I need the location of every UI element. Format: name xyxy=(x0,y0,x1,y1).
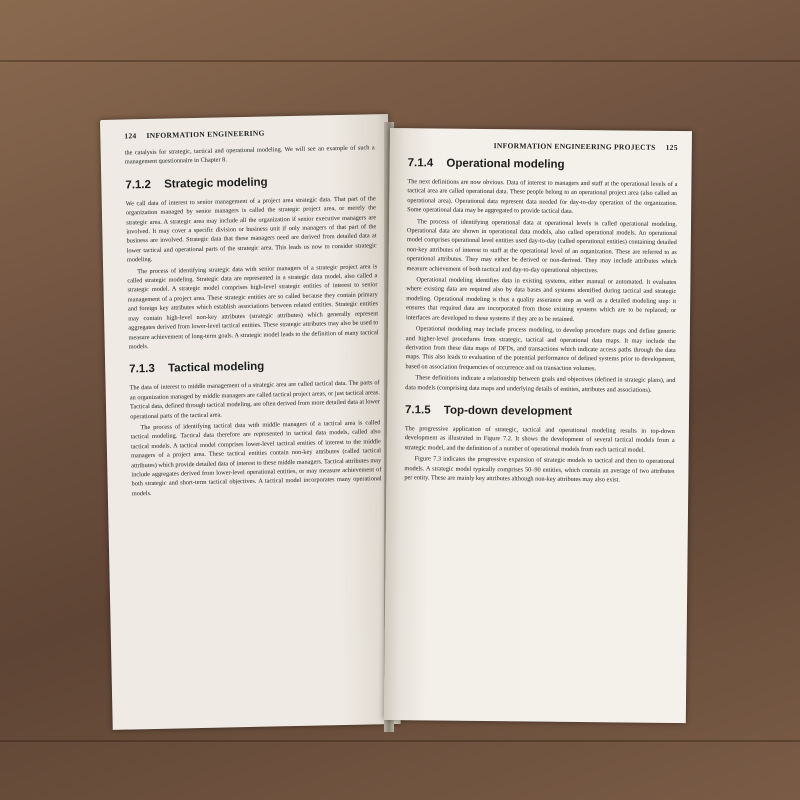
section-title: Strategic modeling xyxy=(164,176,268,191)
paragraph: We call data of interest to senior management of a project area strategic data. That part of the organization managed by senior managers is called the strategic project area, or merely the strategic area. A strategic area may include all the organization if senior executive managers are involved. It may cover a specific division or business unit if only managers of that part of the business are involved. Strategic data that these managers need are derived from detailed data at lower tactical and operational parts of the strategic area. This leads us now to consider strategic modeling. xyxy=(125,195,377,264)
paragraph: Figure 7.3 indicates the progressive expansion of strategic models to tactical and then to operational models. A strategic model typically comprises 50–90 entities, which contain an average of two attributes per entity. These are mainly key attributes although non-key attributes may also exist. xyxy=(404,455,675,484)
section-heading xyxy=(129,359,379,376)
section-number: 7.1.3 xyxy=(129,363,155,376)
section-heading xyxy=(408,157,678,172)
section-title: Operational modeling xyxy=(446,157,565,171)
section-number: 7.1.2 xyxy=(125,178,152,192)
paragraph: These definitions indicate a relationship between goals and objectives (defined in strategic plans), and data models (comprising data maps and underlying details of entities, attributes and associations). xyxy=(405,374,676,394)
right-running-head-title: INFORMATION ENGINEERING PROJECTS xyxy=(493,141,656,152)
paragraph: The process of identifying operational data at operational levels is called operational modeling. Operational data are shown in operational data models, also called operational models. An operational model comprises operational level entities used day-to-day (called operational entities) containing detailed non-key attributes of interest to staff at the operational level of an organization. These are referred to as operational attributes. They may either be derived or non-derived. They may include attributes which measure achievement of both tactical and day-to-day operational objectives. xyxy=(406,217,678,274)
paragraph: The process of identifying tactical data with middle managers of a tactical area is called tactical modeling. Tactical data therefore are represented in tactical data models, called also tactical models. A tactical model comprises lower-level tactical entities of interest to the middle managers of a project area. These tactical entities contain non-key attributes (called tactical attributes) which provide detailed data of interest to these middle managers. Tactical attributes may include aggregates derived from lower-level operational entities, or may measure achievement of both strategic and short-term tactical objectives. A tactical model incorporates many operational models. xyxy=(130,419,382,498)
section-number: 7.1.5 xyxy=(404,404,431,417)
table-plank-seam xyxy=(0,60,800,62)
right-page xyxy=(384,128,692,723)
right-running-head xyxy=(408,140,678,152)
paragraph: Operational modeling may include process modeling, to develop procedure maps and define generic and higher-level procedures from strategic, tactical and operational data maps. It may include the derivation from these data maps of DFDs, and transactions which indicate access paths through the data maps. This also leads to evaluation of the potential performance of defined systems prior to development, based on association frequencies of occurrence and on transaction volumes. xyxy=(405,325,676,372)
left-running-head xyxy=(124,126,374,140)
section-title: Top-down development xyxy=(443,404,573,418)
left-page xyxy=(100,114,401,730)
section-heading xyxy=(405,404,675,419)
section-number: 7.1.4 xyxy=(407,157,434,170)
table-plank-seam xyxy=(0,740,800,742)
right-page-number: 125 xyxy=(665,142,678,153)
paragraph: The next definitions are now obvious. Data of interest to managers and staff at the operational levels of a tactical area are called operational data. These people belong to an operational project area (also called an operational area). Operational data represent data needed for day-to-day operation of the organization. Some operational data may be aggregated to provide tactical data. xyxy=(407,178,678,216)
left-page-number: 124 xyxy=(124,131,137,141)
section-heading xyxy=(125,174,375,191)
paragraph: The process of identifying strategic data with senior managers of a strategic project area is called strategic modeling. Strategic data are represented in a strategic data model, also called a strategic model. A strategic model comprises high-level strategic entities of interest to senior management of a project area. These strategic entities are so called because they contain primary and foreign key attributes which establish associations between related entities. Strategic entities may contain high-level non-key attributes (strategic attributes) which generally represent aggregates derived from lower-level tactical entities. These strategic attributes may also be used to measure achievement of long-term goals. A strategic model leads to the definition of many tactical models. xyxy=(127,262,379,351)
section-title: Tactical modeling xyxy=(167,360,265,375)
left-running-head-title: INFORMATION ENGINEERING xyxy=(146,128,265,141)
open-book xyxy=(100,92,700,692)
left-intro-text: the catalysis for strategic, tactical and operational modeling. We will see an example of such a management questionnaire in Chapter 8. xyxy=(124,144,375,166)
paragraph: The progressive application of strategic, tactical and operational modeling results in top-down development as illustrated in Figure 7.2. It shows the development of several tactical models from a strategic model, and the definition of a number of operational models from each tactical model. xyxy=(404,425,675,454)
paragraph: The data of interest to middle management of a strategic area are called tactical data. The parts of an organization managed by middle managers are called tactical project areas, or just tactical areas. Tactical data, defined through tactical modeling, are often derived from more detailed data at lower operational parts of the tactical area. xyxy=(129,379,381,420)
paragraph: Operational modeling identifies data in existing systems, either manual or automated. It evaluates where existing data are required also by data bases and systems identified during tactical and strategic modeling. Operational modeling is thus a quality assurance step as well as a detailed modeling step: it ensures that required data are incorporated from those existing systems which are to be replaced; or interfaces are developed to these systems if they are to be retained. xyxy=(405,276,677,323)
